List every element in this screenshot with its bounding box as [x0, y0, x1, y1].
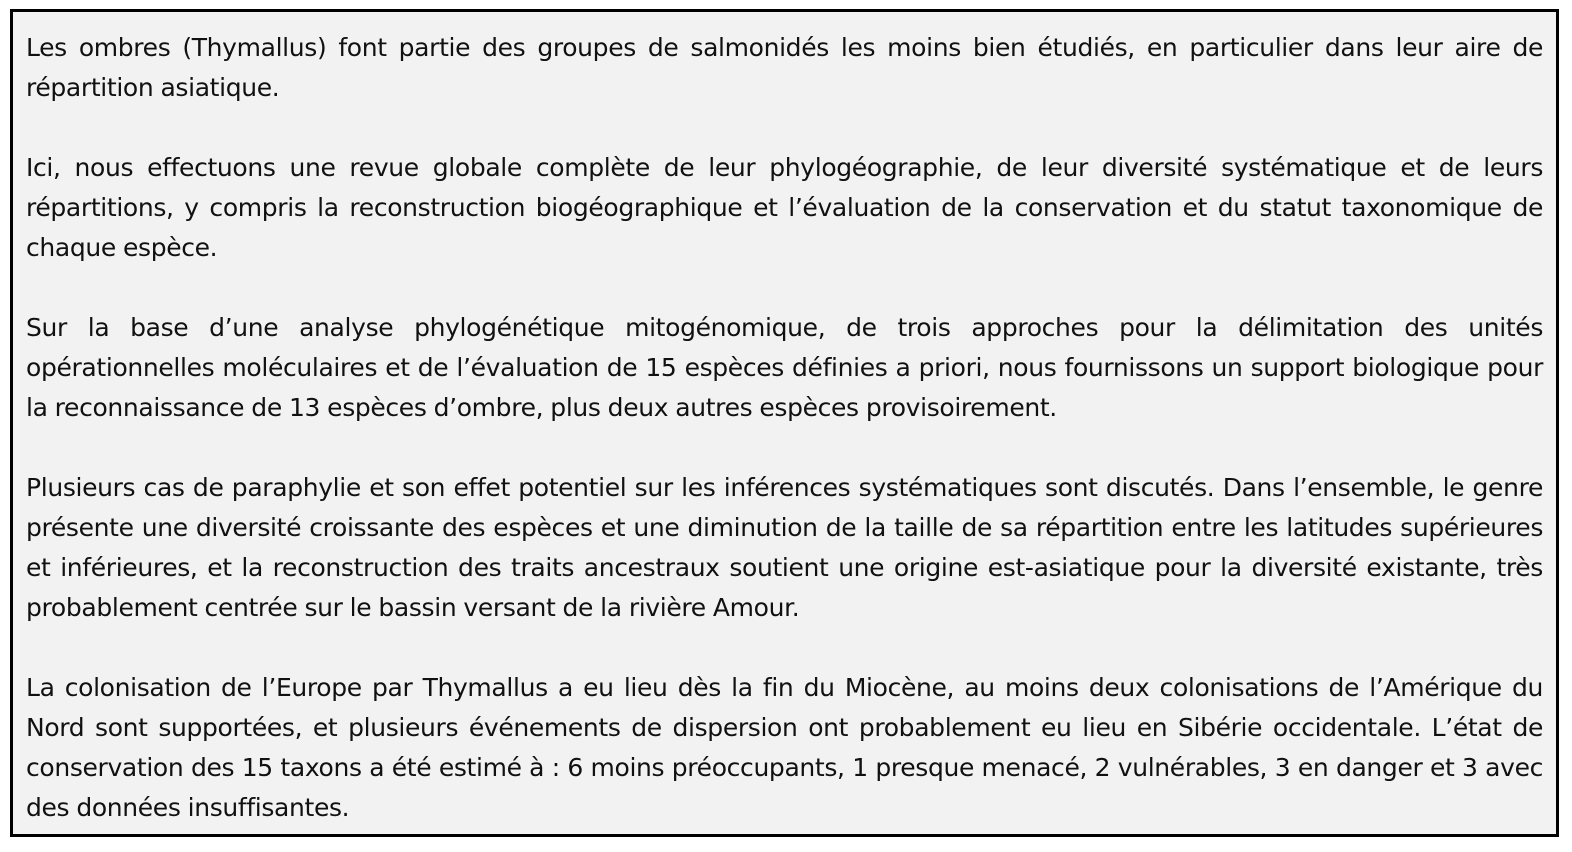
paragraph-review: Ici, nous effectuons une revue globale complète de leur phylogéographie, de leur diversité systématique et de leurs répartitions, y compris la reconstruction biogéographique et l’évaluation de la conservation et du statut taxonomique de chaque espèce.: [26, 153, 1543, 262]
paragraph-colonisation: La colonisation de l’Europe par Thymallus a eu lieu dès la fin du Miocène, au moins deux colonisations de l’Amérique du Nord sont supportées, et plusieurs événements de dispersion ont probablement eu lieu en Sibérie occidentale. L’état de conservation des 15 taxons a été estimé à : 6 moins préoccupants, 1 presque menacé, 2 vulnérables, 3 en danger et 3 avec des données insuffisantes.: [26, 673, 1543, 822]
summary-box: [10, 9, 1559, 837]
paragraph-intro: Les ombres (Thymallus) font partie des groupes de salmonidés les moins bien étudiés, en particulier dans leur aire de répartition asiatique.: [26, 33, 1543, 102]
paragraph-paraphyly: Plusieurs cas de paraphylie et son effet potentiel sur les inférences systématiques sont discutés. Dans l’ensemble, le genre présente une diversité croissante des espèces et une diminution de la taille de sa répartition entre les latitudes supérieures et inférieures, et la reconstruction des traits ancestraux soutient une origine est-asiatique pour la diversité existante, très probablement centrée sur le bassin versant de la rivière Amour.: [26, 473, 1543, 622]
paragraph-analysis: Sur la base d’une analyse phylogénétique mitogénomique, de trois approches pour la délimitation des unités opérationnelles moléculaires et de l’évaluation de 15 espèces définies a priori, nous fournissons un support biologique pour la reconnaissance de 13 espèces d’ombre, plus deux autres espèces provisoirement.: [26, 313, 1543, 422]
